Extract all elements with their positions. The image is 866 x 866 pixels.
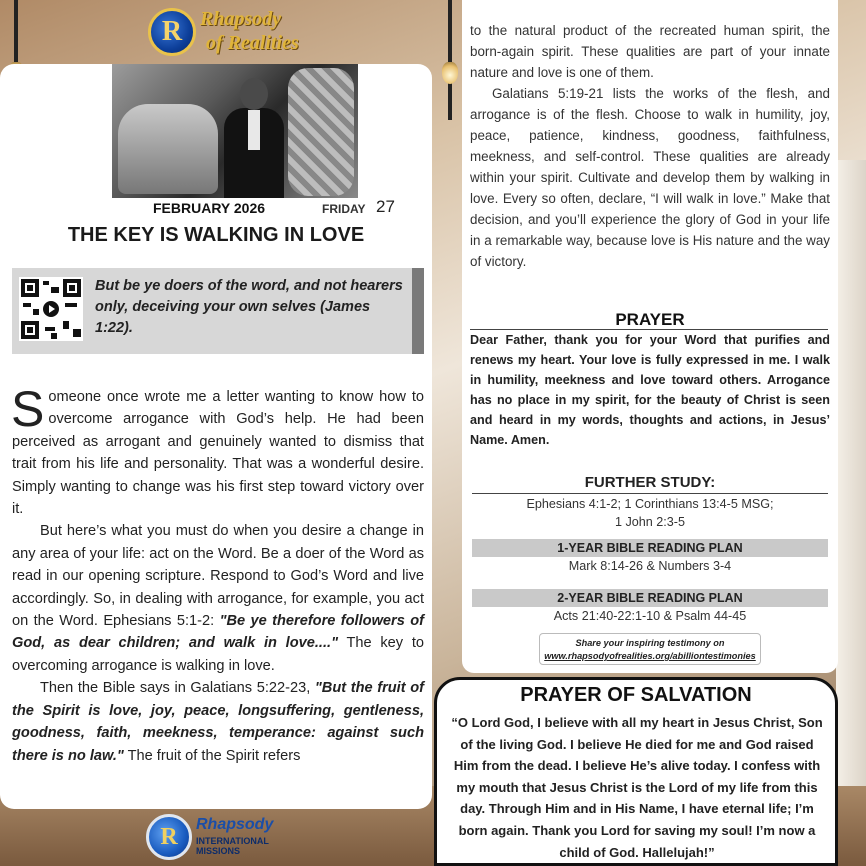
share-testimony-box [539,633,761,665]
qr-code-icon[interactable] [19,277,83,341]
divider [472,493,828,494]
one-year-plan-text: Mark 8:14-26 & Numbers 3-4 [568,559,732,573]
pendant-lamp-icon [14,0,18,70]
two-year-plan-heading: 2-YEAR BIBLE READING PLAN [472,589,828,607]
pendant-lamp-icon [448,0,452,120]
month-label: FEBRUARY 2026 [153,200,266,216]
further-study-heading: FURTHER STUDY: [584,474,716,491]
salvation-heading: PRAYER OF SALVATION [520,684,752,706]
paragraph-1: Someone once wrote me a letter wanting to know how to overcome arrogance with God’s help. He had been perceived as arrogant and genuinely wanted to dismiss that trait from his life and personality. That was a wonderful desire. Simply wanting to change was his first step toward victory over it. [11,381,424,518]
opening-verse-box [12,268,424,354]
devotional-page-left [0,64,432,809]
further-study-refs: Ephesians 4:1-2; 1 Corinthians 13:4-5 MSG; 1 John 2:3-5 [526,497,774,529]
date-row [0,198,432,220]
logo-text-line1: Rhapsody [196,816,274,833]
testimony-link[interactable]: www.rhapsodyofrealities.org/abilliontestimonies [544,651,756,661]
logo-text-line1: Rhapsody [200,8,282,30]
weekday-label: FRIDAY [322,202,366,216]
devotional-title: THE KEY IS WALKING IN LOVE [67,224,365,246]
devotional-page-right [462,0,838,673]
one-year-plan-heading: 1-YEAR BIBLE READING PLAN [472,539,828,557]
rhapsody-logo-top [148,6,308,62]
rhapsody-globe-icon: R [146,814,192,860]
drop-cap: S [11,381,45,437]
logo-text-line2: of Realities [206,32,299,54]
opening-verse: But be ye doers of the word, and not hearers only, deceiving your own selves (James 1:22). [95,278,403,336]
salvation-prayer-text: “O Lord God, I believe with all my heart in Jesus Christ, Son of the living God. I believe He died for me and God raised Him from the dead. I believe He’s alive today. I confess with my mouth that Jesus Christ is the Lord of my life from this day. Through Him and in His Name, I have eternal life; I’m born again. Thank you Lord for saving my soul! I’m now a child of God. Hallelujah!” [451,715,823,860]
prayer-heading: PRAYER [615,310,685,329]
scripture-quote: "Be ye therefore followers of God, as dear children; and walk in love...." [12,613,424,652]
day-number: 27 [376,197,395,216]
rhapsody-globe-icon: R [148,8,196,56]
message-continuation [470,20,830,272]
message-body [11,381,424,767]
logo-text-line2: INTERNATIONAL MISSIONS [196,836,269,856]
background-window [836,160,866,866]
two-year-plan-text: Acts 21:40-22:1-10 & Psalm 44-45 [553,609,747,623]
pastor-photo [112,64,358,198]
paragraph-3: Then the Bible says in Galatians 5:22-23, "But the fruit of the Spirit is love, joy, peace, longsuffering, gentleness, goodness, faith, meekness, temperance: against such there is no law." The fruit of the Spirit refers [12,680,424,764]
share-text: Share your inspiring testimony on [575,638,725,648]
paragraph-2: But here’s what you must do when you desire a change in any area of your life: act on the Word. Be a doer of the Word as read in our opening scripture. Respond to God’s Word and live accordingly. So, in dealing with arrogance, for example, you act on the Word. Ephesians 5:1-2: "Be ye therefore followers of God, as dear children; and walk in love...." The key to overcoming arrogance is walking in love. [12,523,424,674]
paragraph-continued: to the natural product of the recreated human spirit, the born-again spirit. These qualities are part of your innate nature and love is one of them. [470,23,830,80]
rhapsody-logo-bottom [146,812,286,864]
prayer-of-salvation-box [434,677,838,866]
scripture-quote: "But the fruit of the Spirit is love, joy, peace, longsuffering, gentleness, goodness, faith, meekness, temperance: against such there is no law." [12,680,424,764]
prayer-text: Dear Father, thank you for your Word that purifies and renews my heart. Your love is fully expressed in me. I walk in humility, meekness and love toward others. Arrogance has no place in my spirit, for the beauty of Christ is seen and heard in my words, thoughts and actions, in Jesus’ Name. Amen. [470,333,830,447]
play-icon [43,301,59,317]
paragraph-4: Galatians 5:19-21 lists the works of the flesh, and arrogance is of the flesh. Choose to walk in humility, joy, peace, patience, kindness, goodness, faithfulness, meekness, and self-control. These qualities are already within your spirit. Cultivate and develop them by walking in love. Every so often, declare, “I will walk in love.” Make that decision, and you’ll experience the glory of God in your life in a remarkable way, because love is His nature and the way of victory. [470,86,830,269]
